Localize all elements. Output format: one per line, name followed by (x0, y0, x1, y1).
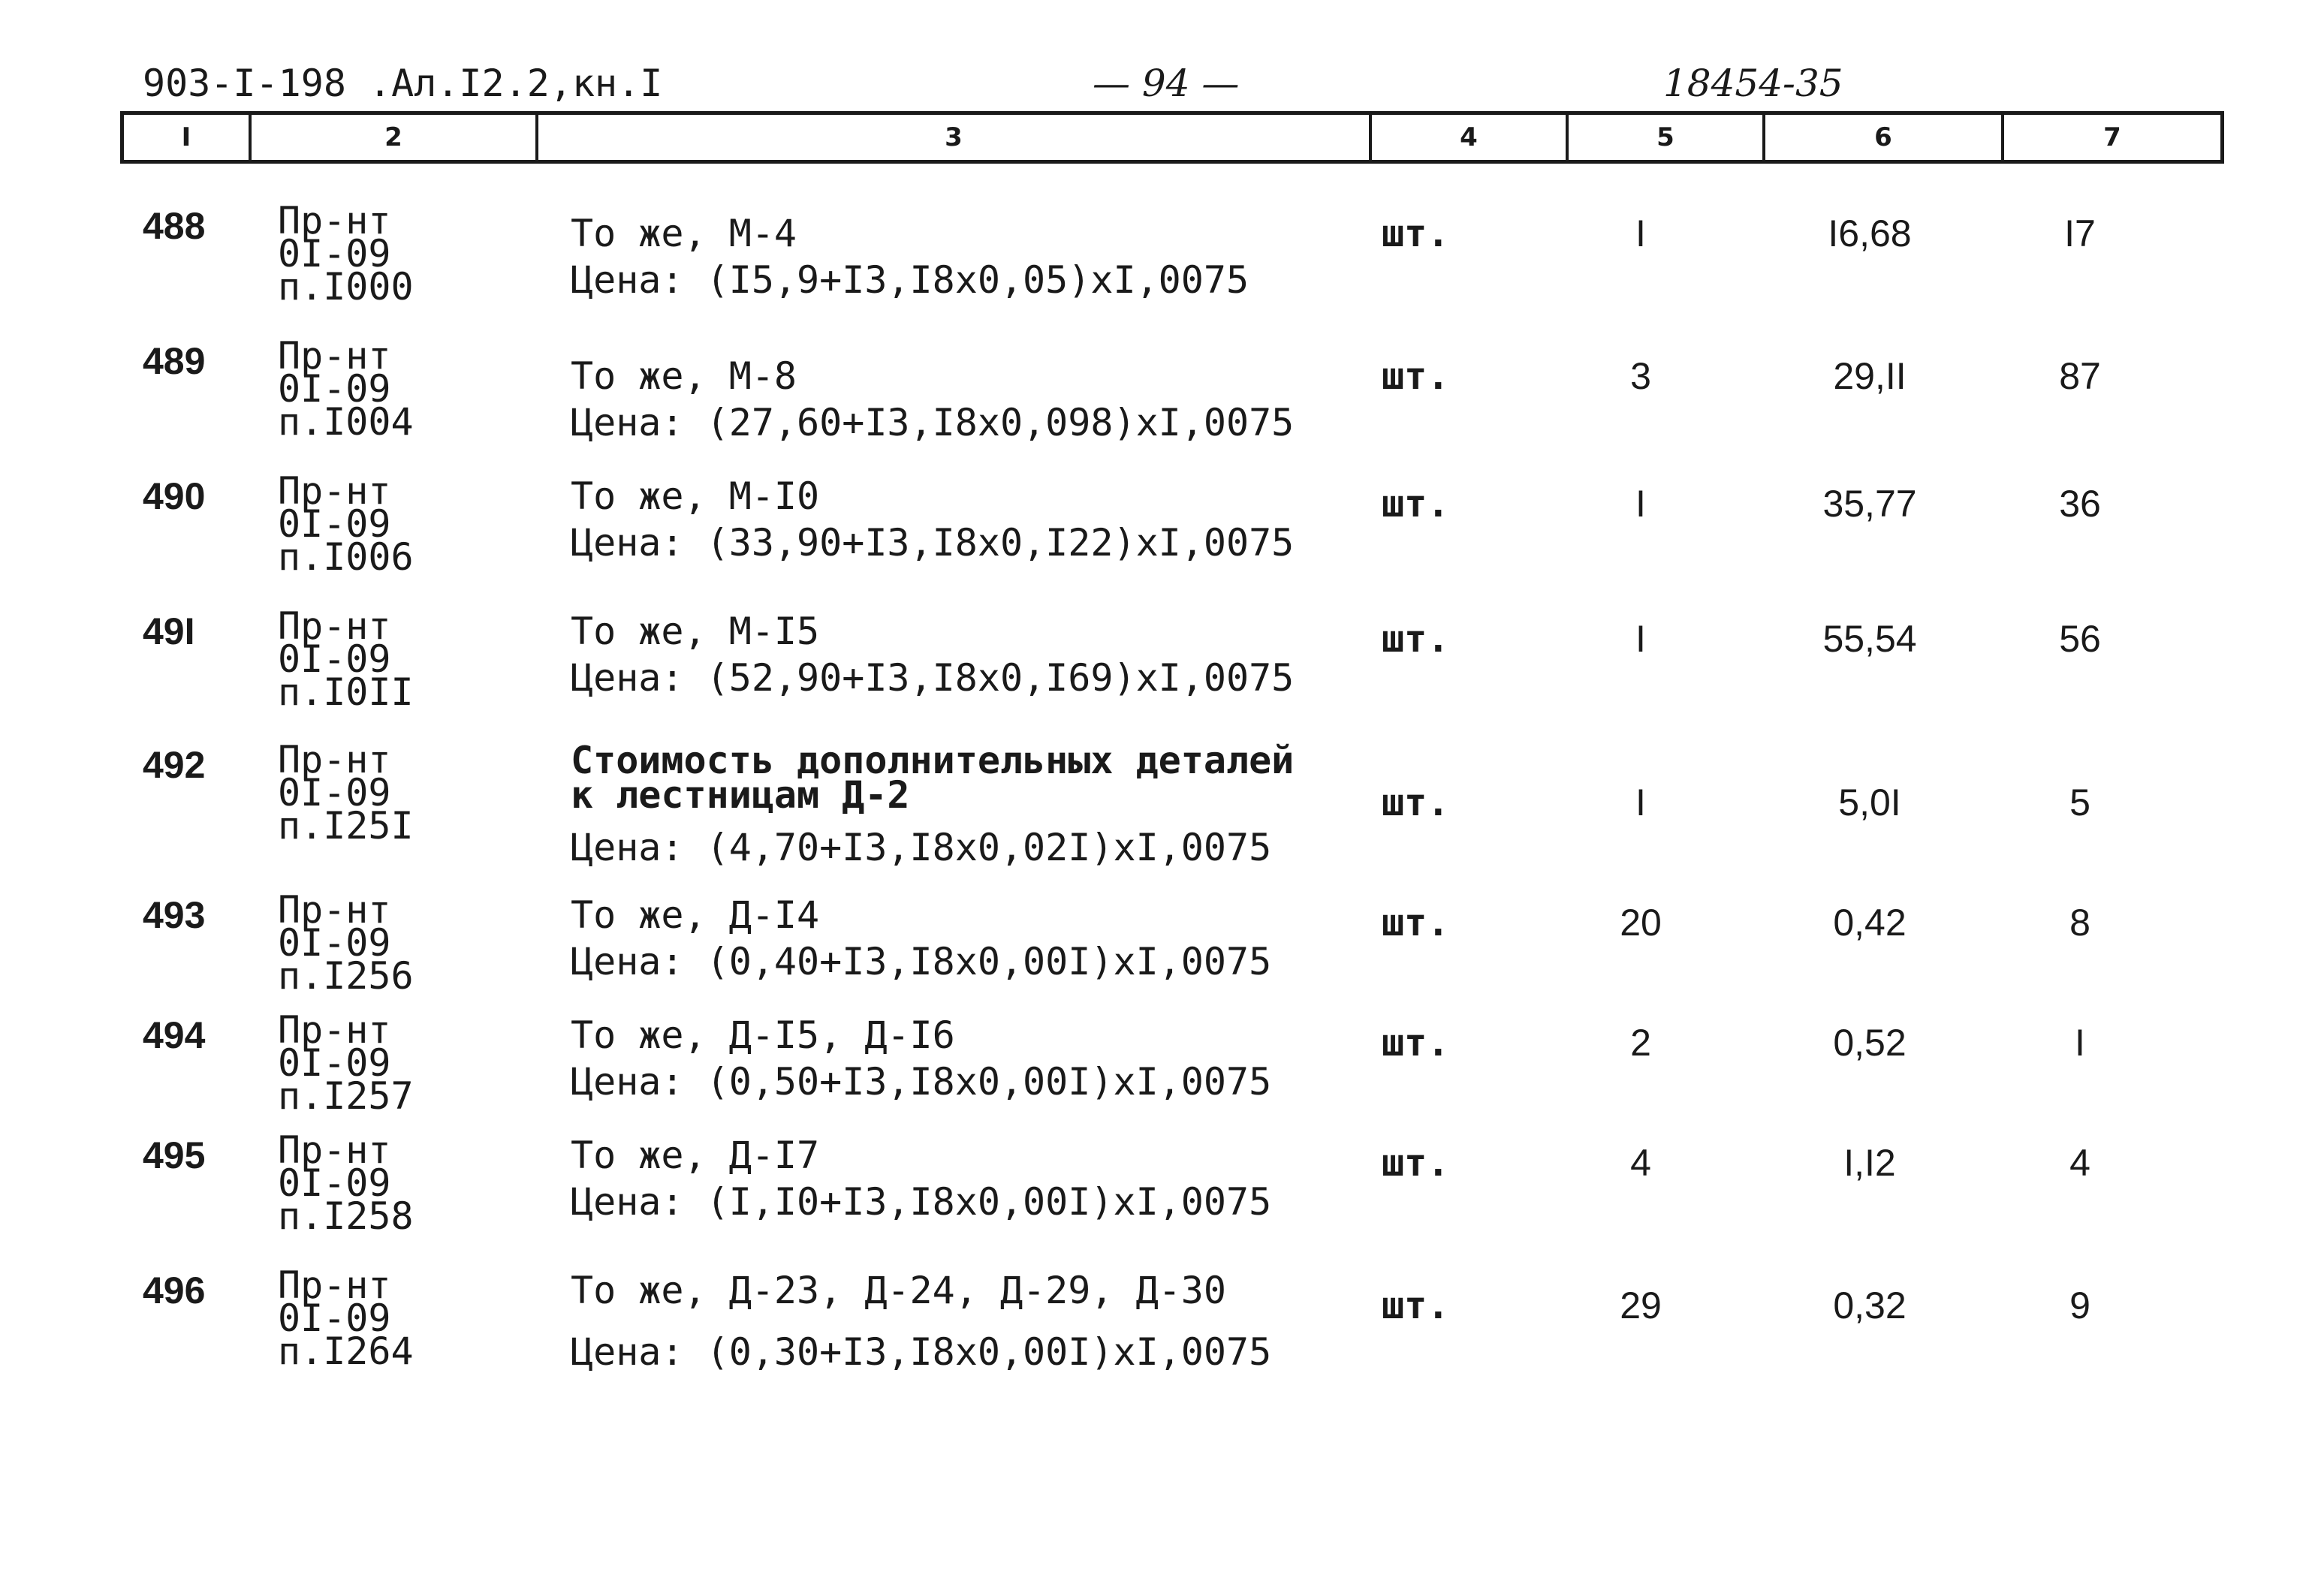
column-number-header (120, 111, 2224, 164)
total-cost: I (2075, 1022, 2085, 1064)
price-formula: Цена: (4,70+I3,I8x0,02I)xI,0075 (571, 826, 1272, 869)
column-header-4: 4 (1372, 115, 1569, 160)
total-cost: I7 (2064, 212, 2096, 254)
price-reference-line: 0I-09 (278, 502, 391, 546)
quantity: 20 (1620, 902, 1662, 944)
price-formula: Цена: (33,90+I3,I8x0,I22)xI,0075 (571, 521, 1295, 565)
item-description (571, 354, 797, 398)
quantity: I (1635, 781, 1646, 824)
quantity: 3 (1630, 355, 1651, 397)
total-cost: 8 (2069, 902, 2090, 944)
price-reference-line: 0I-09 (278, 771, 391, 815)
total-cost: 4 (2069, 1142, 2090, 1184)
item-description-line: То же, М-I0 (571, 474, 820, 518)
total-cost: 9 (2069, 1284, 2090, 1326)
price-reference-line: п.I257 (278, 1074, 414, 1118)
unit-price: 5,0I (1838, 781, 1901, 824)
price-formula: Цена: (0,40+I3,I8x0,00I)xI,0075 (571, 940, 1272, 983)
column-header-2: 2 (252, 115, 538, 160)
price-reference-line: 0I-09 (278, 232, 391, 276)
price-reference-line: п.I25I (278, 804, 414, 848)
document-code: 18454-35 (1663, 62, 1843, 105)
item-description-line: Стоимость дополнительных деталей (571, 739, 1295, 782)
item-description-line: То же, М-8 (571, 354, 797, 398)
quantity: I (1635, 618, 1646, 660)
item-description-line: То же, Д-23, Д-24, Д-29, Д-30 (571, 1269, 1226, 1312)
price-reference (278, 1263, 414, 1373)
price-reference (278, 1008, 414, 1118)
total-cost: 5 (2069, 781, 2090, 824)
quantity: I (1635, 483, 1646, 525)
unit-of-measure: шт. (1382, 901, 1450, 944)
row-number: 496 (143, 1269, 206, 1311)
unit-price: I6,68 (1828, 212, 1912, 254)
price-reference-line: Пр-нт (278, 334, 391, 378)
price-formula: Цена: (27,60+I3,I8x0,098)xI,0075 (571, 401, 1295, 444)
price-formula: Цена: (52,90+I3,I8x0,I69)xI,0075 (571, 656, 1295, 700)
quantity: 4 (1630, 1142, 1651, 1184)
item-description (571, 212, 797, 255)
total-cost: 56 (2059, 618, 2101, 660)
unit-of-measure: шт. (1382, 617, 1450, 661)
total-cost: 87 (2059, 355, 2101, 397)
price-reference-line: Пр-нт (278, 604, 391, 648)
item-description (571, 1134, 819, 1177)
total-cost: 36 (2059, 483, 2101, 525)
quantity: I (1635, 212, 1646, 254)
column-header-7: 7 (2103, 122, 2121, 152)
price-formula: Цена: (I5,9+I3,I8x0,05)xI,0075 (571, 258, 1249, 302)
price-reference-line: п.I000 (278, 265, 414, 309)
unit-of-measure: шт. (1382, 1284, 1450, 1327)
quantity: 29 (1620, 1284, 1662, 1326)
price-reference-line: Пр-нт (278, 1263, 391, 1307)
item-description (571, 1269, 1226, 1312)
item-description (571, 739, 1295, 817)
price-reference-line: 0I-09 (278, 637, 391, 681)
row-number: 490 (143, 475, 206, 517)
item-description (571, 610, 819, 653)
price-reference (278, 334, 414, 444)
price-reference-line: Пр-нт (278, 199, 391, 242)
price-reference-line: п.I258 (278, 1194, 414, 1238)
price-reference-line: Пр-нт (278, 888, 391, 932)
unit-price: 29,II (1833, 355, 1907, 397)
row-number: 489 (143, 340, 206, 382)
price-reference-line: Пр-нт (278, 738, 391, 781)
unit-price: 0,42 (1833, 902, 1907, 944)
unit-of-measure: шт. (1382, 1021, 1450, 1065)
price-reference-line: п.I004 (278, 400, 414, 444)
item-description-line: То же, М-I5 (571, 610, 820, 653)
price-reference-line: п.I006 (278, 535, 414, 579)
row-number: 493 (143, 894, 206, 936)
column-header-5: 5 (1569, 115, 1765, 160)
unit-of-measure: шт. (1382, 781, 1450, 824)
item-description-line: То же, М-4 (571, 212, 797, 255)
item-description (571, 1013, 955, 1057)
column-header-1: I (124, 115, 252, 160)
price-formula: Цена: (I,I0+I3,I8x0,00I)xI,0075 (571, 1180, 1272, 1224)
unit-price: I,I2 (1843, 1142, 1896, 1184)
price-reference-line: п.I256 (278, 954, 414, 998)
row-number: 49I (143, 610, 195, 652)
unit-price: 35,77 (1822, 483, 1917, 525)
unit-of-measure: шт. (1382, 212, 1450, 255)
price-reference-line: 0I-09 (278, 1296, 391, 1340)
unit-price: 0,52 (1833, 1022, 1907, 1064)
price-reference (278, 738, 414, 848)
row-number: 492 (143, 744, 206, 786)
row-number: 488 (143, 205, 206, 247)
item-description-line: к лестницам Д-2 (571, 773, 910, 817)
price-formula: Цена: (0,30+I3,I8x0,00I)xI,0075 (571, 1330, 1272, 1374)
price-reference (278, 604, 414, 714)
price-reference-line: 0I-09 (278, 1041, 391, 1085)
item-description (571, 474, 819, 518)
price-reference (278, 1128, 414, 1238)
item-description-line: То же, Д-I4 (571, 893, 820, 937)
price-reference-line: 0I-09 (278, 1161, 391, 1205)
price-formula: Цена: (0,50+I3,I8x0,00I)xI,0075 (571, 1060, 1272, 1104)
price-reference-line: Пр-нт (278, 1128, 391, 1172)
unit-of-measure: шт. (1382, 1141, 1450, 1185)
unit-price: 0,32 (1833, 1284, 1907, 1326)
column-header-3: 3 (538, 115, 1372, 160)
unit-price: 55,54 (1822, 618, 1917, 660)
price-reference-line: 0I-09 (278, 921, 391, 965)
price-reference-line: п.I0II (278, 670, 414, 714)
price-reference-line: п.I264 (278, 1329, 414, 1373)
price-reference-line: 0I-09 (278, 367, 391, 411)
row-number: 495 (143, 1134, 206, 1176)
price-reference-line: Пр-нт (278, 1008, 391, 1052)
row-number: 494 (143, 1014, 206, 1056)
document-reference: 903-I-198 .Ал.I2.2,кн.I (143, 62, 663, 105)
item-description (571, 893, 819, 937)
price-reference (278, 199, 414, 309)
page-number: — 94 — (1093, 62, 1240, 105)
price-reference-line: Пр-нт (278, 469, 391, 513)
price-reference (278, 888, 414, 998)
item-description-line: То же, Д-I5, Д-I6 (571, 1013, 955, 1057)
price-reference (278, 469, 414, 579)
column-header-6: 6 (1765, 115, 2004, 160)
unit-of-measure: шт. (1382, 354, 1450, 398)
item-description-line: То же, Д-I7 (571, 1134, 820, 1177)
quantity: 2 (1630, 1022, 1651, 1064)
unit-of-measure: шт. (1382, 482, 1450, 525)
